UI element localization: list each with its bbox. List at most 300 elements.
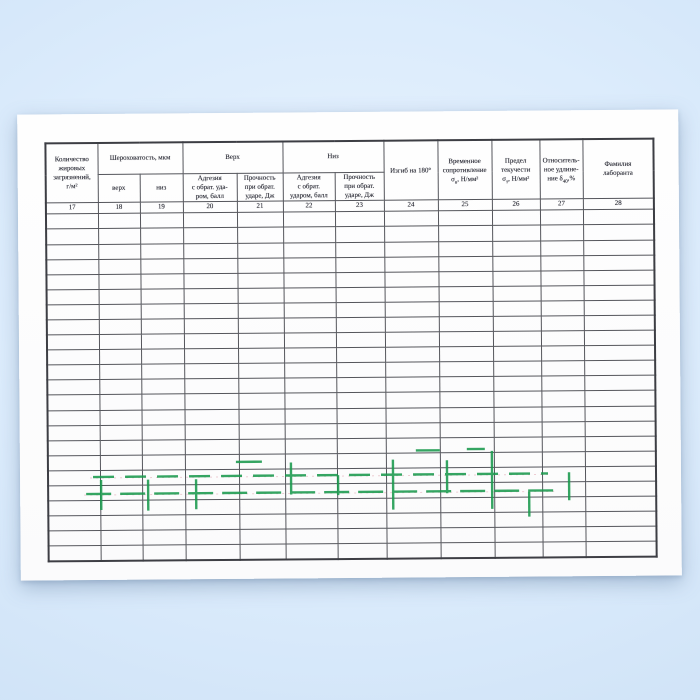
- header-relative-elongation: Относитель- ное удлине- ние $\delta_{40},\%$: [539, 139, 582, 199]
- empty-cell: [238, 318, 284, 333]
- empty-cell: [101, 546, 143, 562]
- empty-cell: [336, 362, 385, 377]
- empty-cell: [100, 485, 142, 500]
- empty-cell: [494, 452, 542, 467]
- empty-cell: [46, 214, 98, 230]
- empty-cell: [98, 213, 140, 228]
- empty-cell: [185, 424, 239, 440]
- header-group-bottom: Низ: [282, 141, 383, 173]
- empty-cell: [337, 408, 386, 423]
- empty-cell: [386, 498, 440, 514]
- empty-cell: [584, 315, 655, 331]
- header-bottom-impact-strength: Прочность при обрат. ударе, Дж: [335, 172, 384, 201]
- empty-cell: [336, 393, 385, 408]
- empty-cell: [337, 438, 386, 453]
- empty-cell: [541, 316, 584, 331]
- empty-cell: [336, 347, 385, 362]
- column-number-cell: 25: [438, 200, 492, 211]
- empty-cell: [185, 530, 239, 546]
- header-bottom-adhesion: Адгезия с обрат. ударом, балл: [283, 173, 335, 202]
- empty-cell: [440, 513, 494, 529]
- empty-cell: [336, 332, 385, 347]
- empty-cell: [140, 213, 183, 228]
- empty-cell: [541, 301, 584, 316]
- empty-cell: [99, 349, 141, 364]
- empty-cell: [100, 455, 142, 470]
- empty-cell: [541, 331, 584, 346]
- header-roughness-top: верх: [98, 174, 140, 203]
- empty-cell: [335, 227, 384, 242]
- empty-cell: [142, 470, 185, 485]
- empty-cell: [141, 304, 184, 319]
- empty-cell: [285, 499, 337, 515]
- empty-cell: [283, 242, 335, 258]
- header-top-adhesion: Адгезия с обрат. уда- ром, балл: [183, 173, 237, 202]
- empty-cell: [184, 303, 238, 319]
- empty-cell: [140, 274, 183, 289]
- empty-cell: [583, 240, 654, 256]
- empty-cell: [541, 285, 584, 300]
- empty-cell: [494, 437, 542, 452]
- empty-cell: [141, 364, 184, 379]
- empty-cell: [140, 228, 183, 243]
- empty-cell: [337, 513, 386, 528]
- empty-cell: [584, 285, 655, 301]
- empty-cell: [98, 229, 140, 244]
- empty-cell: [99, 364, 141, 379]
- empty-cell: [142, 409, 185, 424]
- empty-cell: [336, 287, 385, 302]
- empty-cell: [583, 225, 654, 241]
- empty-cell: [585, 466, 656, 482]
- empty-cell: [100, 440, 142, 455]
- journal-table: [44, 138, 657, 563]
- empty-cell: [583, 270, 654, 286]
- empty-cell: [46, 274, 98, 290]
- empty-cell: [495, 542, 543, 558]
- empty-cell: [238, 363, 284, 378]
- empty-cell: [386, 468, 440, 484]
- empty-cell: [335, 272, 384, 287]
- empty-cell: [585, 421, 656, 437]
- empty-cell: [100, 425, 142, 440]
- empty-cell: [48, 485, 100, 501]
- empty-cell: [285, 529, 337, 545]
- empty-cell: [584, 375, 655, 391]
- empty-cell: [384, 256, 438, 272]
- empty-cell: [542, 467, 585, 482]
- empty-cell: [99, 304, 141, 319]
- empty-cell: [335, 212, 384, 227]
- empty-cell: [286, 544, 338, 560]
- empty-cell: [49, 546, 101, 562]
- empty-cell: [540, 270, 583, 285]
- empty-cell: [284, 318, 336, 334]
- empty-cell: [47, 304, 99, 320]
- empty-cell: [100, 470, 142, 485]
- empty-cell: [439, 286, 493, 302]
- empty-cell: [585, 511, 656, 527]
- empty-cell: [47, 289, 99, 305]
- empty-cell: [493, 301, 541, 316]
- empty-cell: [385, 332, 439, 348]
- empty-cell: [386, 528, 440, 544]
- empty-cell: [284, 333, 336, 349]
- empty-cell: [100, 530, 142, 545]
- empty-cell: [384, 211, 438, 227]
- empty-cell: [47, 335, 99, 351]
- empty-cell: [337, 498, 386, 513]
- empty-cell: [542, 421, 585, 436]
- empty-cell: [47, 319, 99, 335]
- column-number-cell: 26: [492, 199, 540, 210]
- empty-cell: [285, 408, 337, 424]
- header-bend-180: Изгиб на 180°: [383, 140, 437, 200]
- empty-cell: [386, 453, 440, 469]
- empty-cell: [185, 515, 239, 531]
- empty-cell: [439, 362, 493, 378]
- empty-cell: [186, 545, 240, 561]
- empty-cell: [494, 407, 542, 422]
- empty-cell: [142, 424, 185, 439]
- empty-cell: [238, 288, 284, 303]
- empty-cell: [492, 271, 540, 286]
- empty-cell: [385, 392, 439, 408]
- empty-cell: [438, 211, 492, 227]
- empty-cell: [283, 212, 335, 228]
- empty-cell: [48, 470, 100, 486]
- empty-cell: [494, 527, 542, 542]
- empty-cell: [142, 455, 185, 470]
- empty-cell: [542, 406, 585, 421]
- empty-cell: [284, 363, 336, 379]
- empty-cell: [585, 436, 656, 452]
- empty-cell: [541, 376, 584, 391]
- empty-cell: [441, 543, 495, 559]
- empty-cell: [584, 345, 655, 361]
- empty-cell: [142, 500, 185, 515]
- empty-cell: [285, 469, 337, 485]
- empty-cell: [285, 453, 337, 469]
- empty-cell: [239, 439, 285, 454]
- empty-cell: [440, 528, 494, 544]
- empty-cell: [100, 410, 142, 425]
- header-group-top: Верх: [182, 142, 282, 174]
- empty-cell: [493, 361, 541, 376]
- empty-cell: [184, 333, 238, 349]
- empty-cell: [586, 541, 657, 557]
- empty-cell: [185, 484, 239, 500]
- empty-cell: [183, 273, 237, 289]
- empty-cell: [493, 376, 541, 391]
- empty-cell: [98, 274, 140, 289]
- empty-cell: [386, 422, 440, 438]
- empty-cell: [99, 334, 141, 349]
- column-number-cell: 18: [98, 202, 140, 213]
- empty-cell: [47, 350, 99, 366]
- empty-cell: [184, 394, 238, 410]
- column-number-cell: 21: [237, 201, 283, 212]
- empty-cell: [385, 302, 439, 318]
- empty-cell: [494, 467, 542, 482]
- empty-cell: [239, 529, 285, 544]
- empty-cell: [386, 513, 440, 529]
- empty-cell: [493, 331, 541, 346]
- column-number-cell: 19: [140, 202, 183, 213]
- empty-cell: [184, 364, 238, 380]
- empty-cell: [541, 361, 584, 376]
- empty-cell: [387, 543, 441, 559]
- empty-cell: [440, 422, 494, 438]
- empty-cell: [438, 271, 492, 287]
- empty-cell: [99, 379, 141, 394]
- empty-cell: [184, 288, 238, 304]
- empty-cell: [285, 484, 337, 500]
- empty-cell: [492, 225, 540, 240]
- empty-cell: [384, 226, 438, 242]
- empty-cell: [239, 424, 285, 439]
- empty-cell: [239, 469, 285, 484]
- header-fat-contamination: Количество жировых загрязнений, г/м²: [45, 143, 97, 203]
- empty-cell: [492, 210, 540, 225]
- empty-cell: [239, 499, 285, 514]
- empty-cell: [184, 318, 238, 334]
- empty-cell: [238, 348, 284, 363]
- empty-cell: [183, 258, 237, 274]
- empty-cell: [585, 526, 656, 542]
- empty-cell: [238, 393, 284, 408]
- empty-cell: [46, 244, 98, 260]
- empty-cell: [542, 436, 585, 451]
- empty-cell: [384, 272, 438, 288]
- empty-cell: [183, 228, 237, 244]
- empty-cell: [285, 423, 337, 439]
- empty-cell: [386, 438, 440, 454]
- empty-cell: [283, 227, 335, 243]
- empty-cell: [99, 289, 141, 304]
- empty-cell: [141, 289, 184, 304]
- empty-cell: [141, 319, 184, 334]
- empty-cell: [542, 451, 585, 466]
- empty-cell: [336, 302, 385, 317]
- empty-cell: [386, 483, 440, 499]
- empty-cell: [237, 258, 283, 273]
- empty-cell: [237, 243, 283, 258]
- empty-cell: [492, 256, 540, 271]
- empty-cell: [284, 348, 336, 364]
- column-number-cell: 27: [540, 199, 583, 210]
- empty-cell: [338, 544, 387, 560]
- empty-cell: [584, 360, 655, 376]
- empty-cell: [385, 362, 439, 378]
- empty-cell: [440, 467, 494, 483]
- header-group-roughness: Шероховатость, мкм: [97, 142, 182, 174]
- empty-cell: [440, 407, 494, 423]
- empty-cell: [48, 410, 100, 426]
- empty-cell: [237, 212, 283, 227]
- empty-cell: [439, 377, 493, 393]
- empty-cell: [494, 482, 542, 497]
- empty-cell: [584, 391, 655, 407]
- empty-cell: [440, 437, 494, 453]
- empty-cell: [585, 406, 656, 422]
- empty-cell: [542, 512, 585, 527]
- empty-cell: [143, 545, 186, 561]
- empty-cell: [543, 542, 586, 558]
- column-number-cell: 17: [46, 203, 98, 214]
- empty-cell: [237, 227, 283, 242]
- empty-cell: [142, 440, 185, 455]
- empty-cell: [184, 349, 238, 365]
- empty-cell: [386, 407, 440, 423]
- empty-cell: [440, 482, 494, 498]
- empty-cell: [585, 451, 656, 467]
- empty-cell: [385, 347, 439, 363]
- column-number-cell: 24: [384, 200, 438, 211]
- empty-cell: [494, 422, 542, 437]
- empty-cell: [100, 500, 142, 515]
- empty-cell: [492, 241, 540, 256]
- empty-cell: [284, 302, 336, 318]
- empty-cell: [335, 257, 384, 272]
- column-number-cell: 20: [183, 202, 237, 213]
- empty-cell: [336, 378, 385, 393]
- empty-cell: [541, 346, 584, 361]
- empty-cell: [493, 286, 541, 301]
- empty-cell: [185, 499, 239, 515]
- empty-cell: [540, 225, 583, 240]
- empty-cell: [337, 453, 386, 468]
- empty-cell: [283, 272, 335, 288]
- empty-cell: [493, 346, 541, 361]
- empty-cell: [48, 440, 100, 456]
- empty-cell: [494, 497, 542, 512]
- empty-cell: [46, 229, 98, 245]
- empty-cell: [185, 409, 239, 425]
- header-tensile-strength: Временное сопротивление $\sigma_в$, Н/мм²: [437, 140, 491, 200]
- empty-cell: [494, 512, 542, 527]
- empty-cell: [439, 301, 493, 317]
- empty-cell: [141, 349, 184, 364]
- empty-cell: [47, 365, 99, 381]
- empty-cell: [185, 469, 239, 485]
- empty-cell: [240, 544, 286, 560]
- empty-cell: [185, 439, 239, 455]
- empty-cell: [385, 287, 439, 303]
- empty-cell: [285, 514, 337, 530]
- empty-cell: [239, 514, 285, 529]
- empty-cell: [48, 455, 100, 471]
- empty-cell: [239, 409, 285, 424]
- empty-cell: [141, 379, 184, 394]
- column-number-cell: 22: [283, 201, 335, 212]
- empty-cell: [98, 259, 140, 274]
- empty-cell: [183, 243, 237, 259]
- empty-cell: [140, 243, 183, 258]
- scanned-page: [17, 109, 682, 580]
- empty-cell: [439, 316, 493, 332]
- empty-cell: [100, 515, 142, 530]
- empty-cell: [439, 331, 493, 347]
- empty-cell: [239, 454, 285, 469]
- empty-cell: [438, 241, 492, 257]
- empty-cell: [284, 378, 336, 394]
- empty-cell: [337, 468, 386, 483]
- empty-cell: [385, 377, 439, 393]
- header-roughness-bottom: низ: [140, 174, 183, 203]
- header-yield-strength: Предел текучести $\sigma_т$, Н/мм²: [491, 140, 539, 200]
- column-number-cell: 28: [583, 198, 654, 210]
- empty-cell: [284, 287, 336, 303]
- empty-cell: [237, 273, 283, 288]
- empty-cell: [542, 482, 585, 497]
- empty-cell: [47, 380, 99, 396]
- column-number-cell: 23: [335, 201, 384, 212]
- empty-cell: [185, 454, 239, 470]
- header-top-impact-strength: Прочность при обрат. ударе, Дж: [237, 173, 283, 202]
- empty-cell: [337, 423, 386, 438]
- empty-cell: [47, 395, 99, 411]
- empty-cell: [583, 209, 654, 225]
- empty-cell: [142, 530, 185, 545]
- empty-cell: [337, 483, 386, 498]
- empty-cell: [48, 501, 100, 517]
- empty-cell: [493, 391, 541, 406]
- empty-cell: [584, 300, 655, 316]
- header-lab-assistant-name: Фамилия лаборанта: [582, 139, 653, 199]
- empty-cell: [141, 394, 184, 409]
- empty-cell: [384, 241, 438, 257]
- table-body: [46, 209, 657, 561]
- empty-cell: [183, 213, 237, 229]
- empty-cell: [48, 516, 100, 532]
- empty-cell: [438, 256, 492, 272]
- empty-cell: [99, 319, 141, 334]
- empty-cell: [335, 242, 384, 257]
- empty-cell: [239, 484, 285, 499]
- empty-cell: [336, 317, 385, 332]
- empty-cell: [48, 531, 100, 547]
- empty-cell: [540, 255, 583, 270]
- empty-cell: [285, 438, 337, 454]
- empty-cell: [184, 379, 238, 395]
- empty-cell: [440, 497, 494, 513]
- empty-cell: [540, 210, 583, 225]
- empty-cell: [99, 395, 141, 410]
- empty-cell: [493, 316, 541, 331]
- empty-cell: [439, 392, 493, 408]
- empty-cell: [141, 334, 184, 349]
- empty-cell: [284, 393, 336, 409]
- empty-cell: [238, 378, 284, 393]
- empty-cell: [585, 481, 656, 497]
- empty-cell: [46, 259, 98, 275]
- empty-cell: [140, 258, 183, 273]
- empty-cell: [142, 485, 185, 500]
- empty-cell: [540, 240, 583, 255]
- empty-cell: [98, 244, 140, 259]
- empty-cell: [584, 330, 655, 346]
- empty-cell: [542, 497, 585, 512]
- empty-cell: [585, 496, 656, 512]
- empty-cell: [541, 391, 584, 406]
- empty-cell: [438, 226, 492, 242]
- empty-cell: [48, 425, 100, 441]
- empty-cell: [238, 333, 284, 348]
- empty-cell: [238, 303, 284, 318]
- empty-cell: [439, 347, 493, 363]
- empty-cell: [283, 257, 335, 273]
